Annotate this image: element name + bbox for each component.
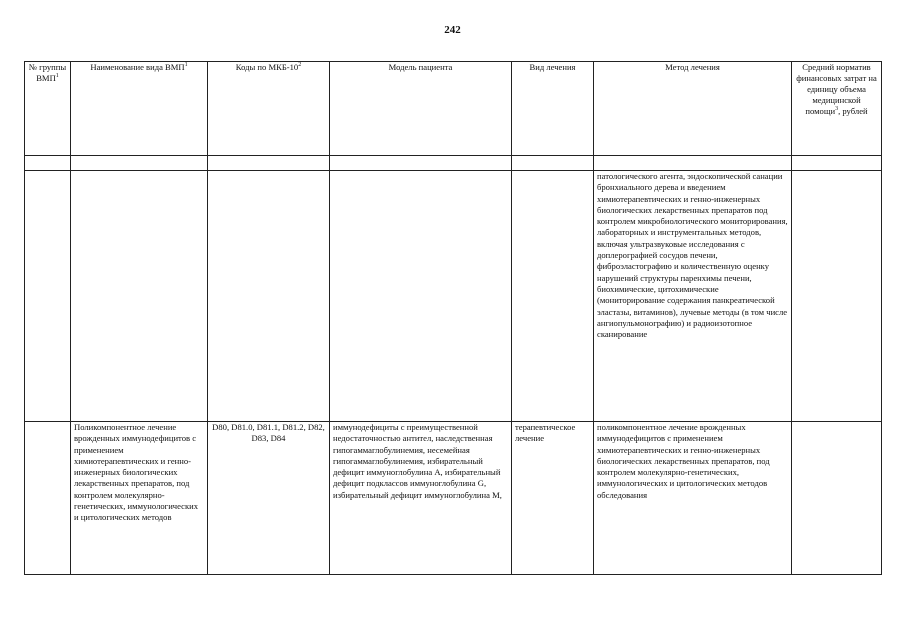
- header-treatment-type: Вид лечения: [512, 62, 594, 156]
- spacer-row: [25, 156, 882, 171]
- header-icd-codes: Коды по МКБ-$10^2$: [208, 62, 330, 156]
- cell-treatment-type: терапевтическое лечение: [512, 422, 594, 575]
- vmp-table: [24, 61, 882, 575]
- continuation-row: [25, 171, 882, 422]
- header-average-cost: Средний норматив финансовых затрат на единицу объема медицинской помощи$^3$, рублей: [792, 62, 882, 156]
- cell-patient-model: иммунодефициты с преимущественной недостаточностью антител, наследственная гипогаммаглобулинемия, несемейная гипогаммаглобулинемия, избирательный дефицит иммуноглобулина A, избирательный дефицит подклассов иммуноглобулина G, избирательный дефицит иммуноглобулина M,: [330, 422, 512, 575]
- table-row: [25, 422, 882, 575]
- header-treatment-method: Метод лечения: [594, 62, 792, 156]
- cell-vmp-name: Поликомпонентное лечение врожденных иммунодефицитов с применением химиотерапевтических и генно-инженерных биологических лекарственных препаратов, под контролем молекулярно-генетических, иммунологических и цитологических методов: [71, 422, 208, 575]
- page-number: 242: [444, 24, 461, 36]
- header-patient-model: Модель пациента: [330, 62, 512, 156]
- header-row: [25, 62, 882, 156]
- header-vmp-name: Наименование вида ВМП$^1$: [71, 62, 208, 156]
- header-group-number: № группы ВМП$^1$: [25, 62, 71, 156]
- cell-icd-codes: D80, D81.0, D81.1, D81.2, D82, D83, D84: [208, 422, 330, 575]
- cell-treatment-method: поликомпонентное лечение врожденных иммунодефицитов с применением химиотерапевтических и генно-инженерных биологических лекарственных препаратов, под контролем молекулярно-генетических, иммунологических и цитологических методов обследования: [594, 422, 792, 575]
- cell-average-cost: [792, 422, 882, 575]
- cell-method-continuation: патологического агента, эндоскопической санации бронхиального дерева и введением химиотерапевтических и генно-инженерных биологических лекарственных препаратов под контролем микробиологического мониторирования, лабораторных и инструментальных методов, включая ультразвуковые исследования с доплерографией сосудов печени, фиброэластографию и количественную оценку нарушений структуры паренхимы печени, биохимические, цитохимические (мониторирование содержания панкреатической эластазы, витаминов), лучевые методы (в том числе ангиопульмонографию) и радиоизотопное сканирование: [594, 171, 792, 422]
